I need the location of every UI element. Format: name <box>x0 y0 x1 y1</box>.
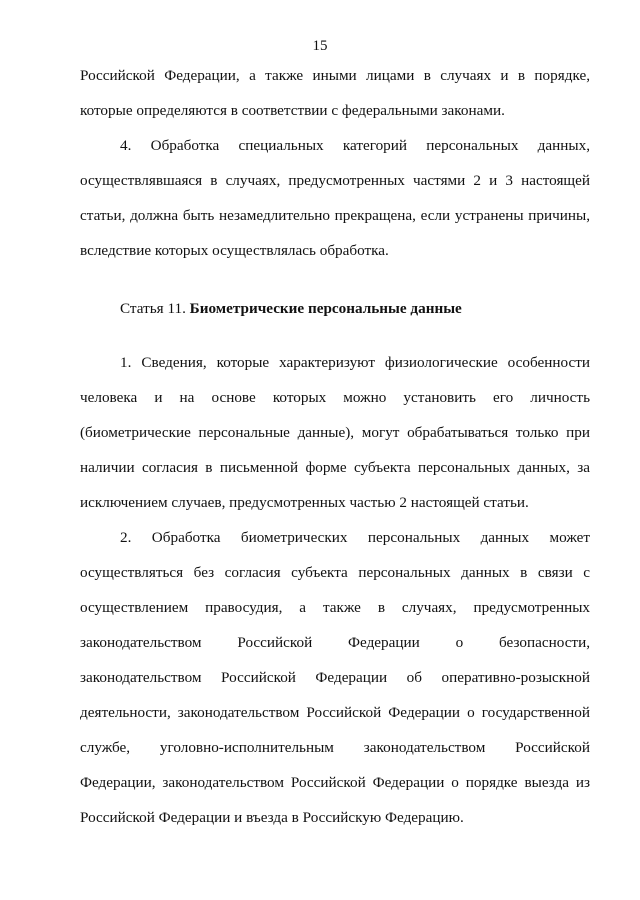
text-line: осуществлявшаяся в случаях, предусмотренных частями 2 и 3 настоящей <box>80 172 590 189</box>
text-line: которые определяются в соответствии с федеральными законами. <box>80 102 505 119</box>
text-line: Российской Федерации и въезда в Российскую Федерацию. <box>80 809 464 826</box>
text-line: вследствие которых осуществлялась обработка. <box>80 242 389 259</box>
text-line: Федерации, законодательством Российской Федерации о порядке выезда из <box>80 774 590 791</box>
article-number: Статья 11. <box>120 300 190 317</box>
text-line: службе, уголовно-исполнительным законодательством Российской <box>80 739 590 756</box>
text-line: 2. Обработка биометрических персональных данных может <box>120 529 590 546</box>
text-line: осуществляться без согласия субъекта персональных данных в связи с <box>80 564 590 581</box>
text-line: наличии согласия в письменной форме субъекта персональных данных, за <box>80 459 590 476</box>
text-line: законодательством Российской Федерации об оперативно-розыскной <box>80 669 590 686</box>
text-line: 1. Сведения, которые характеризуют физиологические особенности <box>120 354 590 371</box>
text-line: Российской Федерации, а также иными лицами в случаях и в порядке, <box>80 67 590 84</box>
text-line: исключением случаев, предусмотренных частью 2 настоящей статьи. <box>80 494 529 511</box>
text-line: деятельности, законодательством Российской Федерации о государственной <box>80 704 590 721</box>
article-heading <box>120 299 590 319</box>
text-line: осуществлением правосудия, а также в случаях, предусмотренных <box>80 599 590 616</box>
text-line: 4. Обработка специальных категорий персональных данных, <box>120 137 590 154</box>
article-title: Биометрические персональные данные <box>189 300 462 317</box>
text-line: человека и на основе которых можно установить его личность <box>80 389 590 406</box>
text-line: законодательством Российской Федерации о безопасности, <box>80 634 590 651</box>
text-line: (биометрические персональные данные), могут обрабатываться только при <box>80 424 590 441</box>
text-line: статьи, должна быть незамедлительно прекращена, если устранены причины, <box>80 207 590 224</box>
page-number: 15 <box>312 38 328 54</box>
